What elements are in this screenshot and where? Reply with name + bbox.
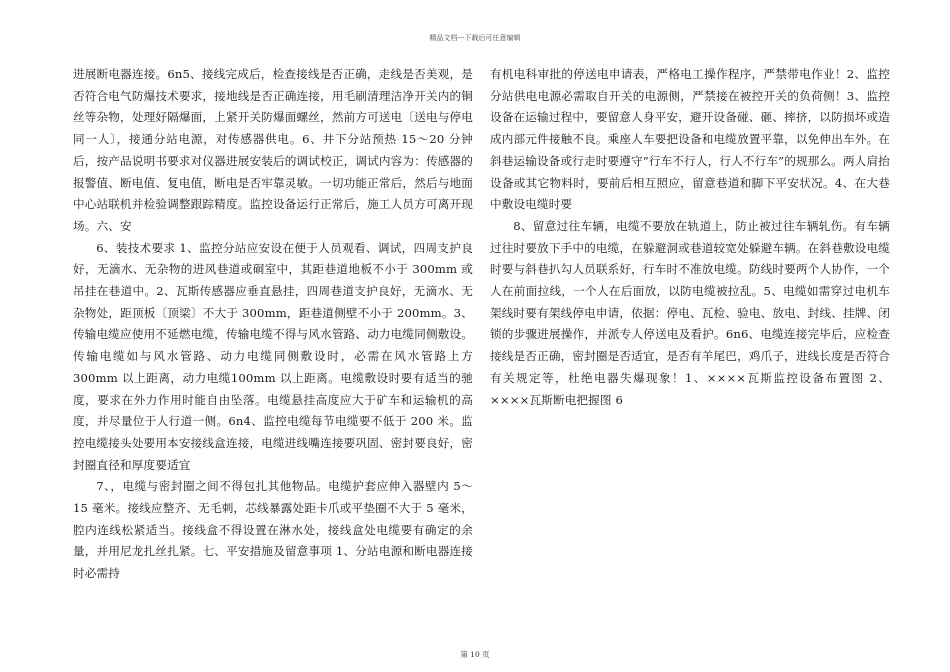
left-text-column (73, 64, 473, 585)
page-number: 第 10 页 (460, 650, 490, 659)
body-paragraph: 进展断电器连接。6n5、接线完成后，检查接线是否正确，走线是否美观，是否符合电气防爆技术要求，接地线是否正确连接，用毛刷清理洁净开关内的铜丝等杂物，处理好隔爆面，上紧开关防爆面螺丝，然前方可送电〔送电与停电同一人〕，接通分站电源，对传感器供电。6、井下分站预热 15～20 分钟后，按产品说明书要求对仪器进展安装后的调试校正，调试内容为：传感器的报警值、断电值、复电值，断电是否牢靠灵敏。一切功能正常后，然后与地面中心站联机并检验调整跟踪精度。监控设备运行正常后，施工人员方可离开现场。六、安 (73, 67, 473, 233)
page-header: 精品文档---下载后可任意编辑 (429, 34, 521, 42)
body-paragraph: 7、，电缆与密封圈之间不得包扎其他物品。电缆护套应伸入器壁内 5～15 毫米。接线应整齐、无毛刺，芯线暴露处距卡爪或平垫圈不大于 5 毫米，腔内连线松紧适当。接线盒不得设置在淋水处，接线盒处电缆要有确定的余量，并用尼龙扎丝扎紧。七、平安措施及留意事项 1、分站电源和断电器连接时必需持 (73, 479, 473, 581)
body-paragraph: 8、留意过往车辆，电缆不要放在轨道上，防止被过往车辆轧伤。有车辆过往时要放下手中的电缆，在躲避洞或巷道较宽处躲避车辆。在斜巷敷设电缆时要与斜巷扒勾人员联系好，行车时不准放电缆。防线时要两个人协作，一个人在前面拉线，一个人在后面放，以防电缆被拉乱。5、电缆如需穿过电机车架线时要有架线停电申请，依据：停电、瓦检、验电、放电、封线、挂牌、闭锁的步骤进展操作，并派专人停送电及看护。6n6、电缆连接完毕后，应检查接线是否正确，密封圈是否适宜，是否有羊尾巴，鸡爪子，进线长度是否符合有关规定等，杜绝电器失爆现象！1、××××瓦斯监控设备布置图 2、××××瓦斯断电把握图 6 (490, 218, 890, 407)
right-text-column (490, 64, 890, 411)
body-paragraph: 6、装技术要求 1、监控分站应安设在便于人员观看、调试，四周支护良好，无滴水、无杂物的进风巷道或硐室中，其距巷道地板不小于 300mm 或吊挂在巷道中。2、瓦斯传感器应垂直悬挂，四周巷道支护良好，无滴水、无杂物处，距顶板〔顶梁〕不大于 300mm，距巷道侧壁不小于 200mm。3、传输电缆应使用不延燃电缆，传输电缆不得与风水管路、动力电缆同侧敷设。传输电缆如与风水管路、动力电缆同侧敷设时，必需在风水管路上方 300mm 以上距离，动力电缆100mm 以上距离。电缆敷设时要有适当的驰度，要求在外力作用时能自由坠落。电缆悬挂高度应大于矿车和运输机的高度，并尽量位于人行道一侧。6n4、监控电缆每节电缆要不低于 200 米。监控电缆接头处要用本安接线盒连接，电缆进线嘴连接要巩固、密封要良好，密封圈直径和厚度要适宜 (73, 240, 473, 472)
body-paragraph: 有机电科审批的停送电申请表，严格电工操作程序，严禁带电作业！2、监控分站供电电源必需取自开关的电源侧，严禁接在被控开关的负荷侧！3、监控设备在运输过程中，要留意人身平安，避开设备碰、砸、摔挤，以防损坏或造成内部元件接触不良。乘座人车要把设备和电缆放置平靠，以免伸出车外。在斜巷运输设备或行走时要遵守“行车不行人，行人不行车”的规那么。两人肩抬设备或其它物料时，要前后相互照应，留意巷道和脚下平安状况。4、在大巷中敷设电缆时要 (490, 67, 890, 212)
